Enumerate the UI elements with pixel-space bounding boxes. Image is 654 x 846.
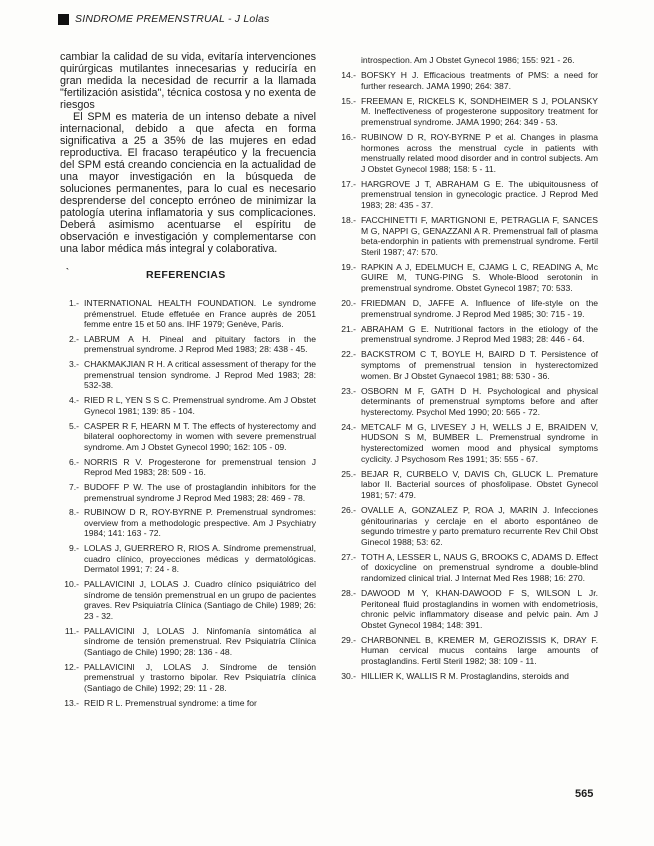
page-number: 565 [575,788,594,800]
reference-text: RAPKIN A J, EDELMUCH E, CJAMG L C, READING A, Mc GUIRE M, TUNG-PING S. Whole-Blood serotonin in premenstrual syndrome. Obstet Gynecol 1987; 70: 533. [361,261,598,293]
reference-item [337,635,598,667]
reference-text: PALLAVICINI J, LOLAS J. Síndrome de tensión premenstrual y trastorno bipolar. Rev Psiquiatría clínica (Santiago de Chile) 1992; 29: 11 - 28. [84,661,316,693]
reference-item [337,324,598,345]
reference-text: NORRIS R V. Progesterone for premenstrual tension J Reprod Med 1983; 28: 509 - 16. [84,456,316,478]
reference-text: INTERNATIONAL HEALTH FOUNDATION. Le syndrome prémenstruel. Etude effetuée en France auprès de 2051 femme entre 15 et 50 ans. IHF 1979; Genève, Paris. [84,298,316,330]
reference-item [337,386,598,418]
reference-text: OSBORN M F, GATH D H. Psychological and physical determinants of premenstrual symptoms before and after hysterectomy. Psychol Med 1990; 20: 565 - 72. [361,385,598,417]
reference-text: ABRAHAM G E. Nutritional factors in the etiology of the premenstrual syndrome. J Reprod Med 1983; 28: 446 - 64. [361,323,598,345]
reference-number: 20.- [341,298,356,309]
reference-item [337,298,598,319]
reference-number: 10.- [64,579,79,590]
reference-text: RIED R L, YEN S S C. Premenstrual syndrome. Am J Obstet Gynecol 1981; 139: 85 - 104. [84,395,316,416]
reference-number: 22.- [341,349,356,360]
references-heading-text: REFERENCIAS [146,269,226,281]
reference-text: FACCHINETTI F, MARTIGNONI E, PETRAGLIA F, SANCES M G, NAPPI G, GENAZZANI A R. Premenstrual fall of plasma beta-endorphin in patients with premenstrual syndrome. Fertil Steril 1987; 47: 570. [361,215,598,257]
reference-item [60,482,316,503]
reference-number: 17.- [341,178,356,189]
reference-text: FREEMAN E, RICKELS K, SONDHEIMER S J, POLANSKY M. Ineffectiveness of progesterone suppository treatment for premenstrual syndrome. JAMA 1990; 264: 349 - 53. [361,95,598,127]
reference-number: 7.- [68,481,79,492]
reference-number: 27.- [341,551,356,562]
reference-item [60,543,316,575]
reference-item [60,626,316,658]
reference-text: BEJAR R, CURBELO V, DAVIS Ch, GLUCK L. Premature labor II. Bacterial sources of phosfolipase. Obstet Gynecol 1981; 57: 479. [361,468,598,500]
reference-text: CASPER R F, HEARN M T. The effects of hysterectomy and bilateral oophorectomy in women with severe premenstrual syndrome. Am J Obstet Gynecol 1990; 162: 105 - 09. [84,420,316,452]
reference-item [60,457,316,478]
reference-text: TOTH A, LESSER L, NAUS G, BROOKS C, ADAMS D. Effect of doxicycline on premenstrual syndrome a double-blind randomized clinical trial. J Internat Med Res 1988; 16: 270. [361,551,598,583]
reference-number: 9.- [68,543,79,554]
reference-item [60,507,316,539]
reference-text: METCALF M G, LIVESEY J H, WELLS J E, BRAIDEN V, HUDSON S M, BUMBER L. Premenstrual syndrome in hysterectomized women mood and physical symptoms cyclicity. J Psychosom Res 1991; 35: 555 - 67. [361,421,598,464]
reference-item [337,552,598,584]
reference-number: 6.- [68,456,79,467]
running-header [58,10,618,28]
reference-number: 8.- [68,507,79,518]
reference-item [337,588,598,630]
reference-item [60,698,316,709]
reference-item [60,298,316,330]
reference-item [337,179,598,211]
reference-item [337,349,598,381]
reference-item [60,662,316,694]
reference-number: 19.- [341,261,356,272]
reference-item [60,359,316,391]
reference-text: LABRUM A H. Pineal and pituitary factors in the premenstrual syndrome. J Reprod Med 1983; 28: 438 - 45. [84,333,316,355]
reference-text: BOFSKY H J. Efficacious treatments of PMS: a need for further research. JAMA 1990; 264: 387. [361,70,598,91]
reference-number: 30.- [341,670,356,681]
reference-text: BUDOFF P W. The use of prostaglandin inhibitors for the premenstrual syndrome J Reprod Med 1983; 28: 469 - 78. [84,481,316,503]
reference-item [337,96,598,128]
reference-item [337,215,598,257]
reference-list-left [60,298,316,708]
reference-number: 25.- [341,468,356,479]
references-heading [60,269,316,281]
reference-number: 29.- [341,634,356,645]
reference-number: 1.- [68,298,79,308]
reference-item [60,421,316,453]
reference-number: 5.- [68,420,79,431]
reference-text: PALLAVICINI J, LOLAS J. Ninfomanía sintomática al síndrome de tensión premenstrual. Rev Psiquiatría Clínica (Santiago de Chile) 1990; 28: 136 - 48. [84,625,316,657]
reference-text: LOLAS J, GUERRERO R, RIOS A. Síndrome premenstrual, cuadro clínico, proyecciones médicas y dermatológicas. Dermatol 1991; 7: 24 - 8. [84,543,316,575]
reference-number: 3.- [68,359,79,370]
left-column [60,51,316,712]
reference-text: RUBINOW D R, ROY-BYRNE P et al. Changes in plasma hormones across the menstrual cycle in patients with menstrually related mood disorder and in control subjects. Am J Obstet Gynecol 1988; 158: 5 - 11. [361,132,598,174]
reference-list-right [337,55,598,682]
reference-number: 16.- [341,132,356,143]
reference-number: 14.- [341,70,356,81]
reference-number: 24.- [341,421,356,432]
reference-number: 15.- [341,95,356,106]
reference-item [337,469,598,501]
reference-text: BACKSTROM C T, BOYLE H, BAIRD D T. Persistence of symptoms of premenstrual tension in hysterectomized women. Br J Obstet Gynaecol 1981; 88: 530 - 36. [361,349,598,381]
reference-number: 2.- [68,333,79,344]
reference-item [337,505,598,547]
reference-number: 26.- [341,504,356,515]
reference-text: DAWOOD M Y, KHAN-DAWOOD F S, WILSON L Jr. Peritoneal fluid prostaglandins in women with endometriosis, chronic pelvic inflammatory disease and pelvic pain. Am J Obstet Gynecol 1984; 148: 391. [361,587,598,630]
reference-item [60,579,316,621]
reference-text: introspection. Am J Obstet Gynecol 1986; 155: 921 - 26. [361,55,575,65]
reference-number: 12.- [64,661,79,672]
reference-text: HILLIER K, WALLIS R M. Prostaglandins, steroids and [361,670,569,681]
reference-text: OVALLE A, GONZALEZ P, ROA J, MARIN J. Infecciones génitourinarias y cerclaje en el aborto espontáneo de segundo trimestre y parto prematuro recurrente Rev Chil Obst Ginecol 1988; 53: 62. [361,504,598,547]
right-column [337,55,598,686]
reference-item [337,132,598,174]
reference-number: 18.- [341,215,356,226]
reference-item [337,422,598,464]
reference-text: PALLAVICINI J, LOLAS J. Cuadro clínico psiquiátrico del síndrome de tensión premenstrual en un grupo de pacientes graves. Rev Psiquiatría Clínica (Santiago de Chile) 1989; 26: 23 - 32. [84,579,316,621]
reference-number: 23.- [341,385,356,396]
reference-item [337,671,598,682]
reference-number: 28.- [341,587,356,598]
body-paragraph: cambiar la calidad de su vida, evitaría intervenciones quirúrgicas mutilantes innecesarias y reduciría en gran medida la necesidad de recurrir a la llamada "fertilización asistida", técnica costosa y no exenta de riesgos [60,51,316,111]
reference-text: REID R L. Premenstrual syndrome: a time for [84,697,257,708]
reference-text: RUBINOW D R, ROY-BYRNE P. Premenstrual syndromes: overview from a methodologic prespective. Am J Psychiatry 1984; 141: 163 - 72. [84,507,316,539]
reference-text: CHAKMAKJIAN R H. A critical assessment of therapy for the premenstrual tension syndrome. J Reprod Med 1983; 28: 532-38. [84,359,316,391]
tick-mark-icon: ` [66,267,70,277]
running-title: SINDROME PREMENSTRUAL - J Lolas [75,13,270,25]
reference-item [337,70,598,91]
reference-number: 11.- [64,625,79,636]
reference-text: HARGROVE J T, ABRAHAM G E. The ubiquitousness of premenstrual tension in gynecologic practice. J Reprod Med 1983; 28: 435 - 37. [361,178,598,210]
reference-item [60,334,316,355]
reference-number: 13.- [64,697,79,708]
reference-number: 4.- [68,395,79,406]
reference-item [337,55,598,66]
reference-text: FRIEDMAN D, JAFFE A. Influence of life-style on the premenstrual syndrome. J Reprod Med 1985; 30: 715 - 19. [361,298,598,319]
reference-item [337,262,598,294]
header-square-icon [58,14,69,25]
body-paragraph: El SPM es materia de un intenso debate a nivel internacional, debido a que afecta en forma significativa a 25 a 35% de las mujeres en edad reproductiva. El fracaso terapéutico y la frecuencia del SPM está creando conciencia en la actualidad de una mayor investigación en la búsqueda de soluciones permanentes, para lo cual es necesario desprenderse del concepto erróneo de minimizar la patología uterina inflamatoria y sus complicaciones. Deberá asimismo acentuarse el espíritu de observación e investigación y complementarse con una labor médica más integral y colaborativa. [60,111,316,255]
reference-text: CHARBONNEL B, KREMER M, GEROZISSIS K, DRAY F. Human cervical mucus contains large amounts of prostaglandins. Fertil Steril 1982; 38: 109 - 11. [361,634,598,666]
reference-item [60,395,316,416]
reference-number: 21.- [341,323,356,334]
